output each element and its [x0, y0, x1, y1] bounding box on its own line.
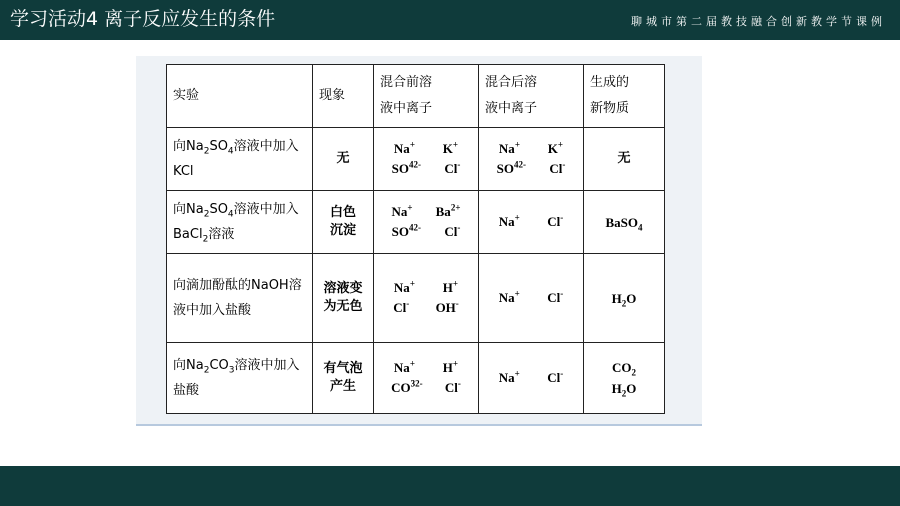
- table-row: [167, 343, 665, 414]
- table-panel: [136, 56, 702, 426]
- experiment-cell: 向$Na_2SO_4$溶液中加入KCl: [167, 128, 313, 191]
- table-row: [167, 128, 665, 191]
- header-before-ions: 混合前溶 液中离子: [374, 65, 479, 128]
- phenomenon-text: 溶液变 为无色: [323, 281, 363, 314]
- ion: $SO^{42-}$: [391, 159, 421, 176]
- ion: H+: [442, 278, 459, 295]
- phenomenon-text: 白色 沉淀: [329, 205, 356, 238]
- ion: $Ba^{2+}$: [435, 202, 461, 219]
- ion: K+: [442, 139, 459, 156]
- ion: Na+: [498, 288, 520, 305]
- after-ions-cell: [479, 254, 584, 343]
- ion: Cl-: [444, 222, 461, 239]
- title-bar: [0, 0, 900, 40]
- ion: Cl-: [444, 378, 461, 395]
- product-cell: $CO_2$ $H_2O$: [584, 343, 665, 414]
- header-after-ions: 混合后溶 液中离子: [479, 65, 584, 128]
- ion: Na+: [393, 139, 415, 156]
- phenomenon-text: 有气泡 产生: [323, 361, 363, 394]
- ion: Cl-: [549, 159, 566, 176]
- ion: Na+: [498, 139, 520, 156]
- header-note: 聊城市第二届教技融合创新教学节课例: [631, 15, 886, 28]
- ion: Cl-: [547, 288, 564, 305]
- table-row: [167, 254, 665, 343]
- phenomenon-cell: 无: [313, 128, 374, 191]
- header-experiment: 实验: [167, 65, 313, 128]
- ion: Cl-: [393, 298, 410, 315]
- ion: $SO^{42-}$: [496, 159, 526, 176]
- slide-title: 学习活动4 离子反应发生的条件: [10, 8, 276, 30]
- ion: Na+: [393, 278, 415, 295]
- table-row: [167, 191, 665, 254]
- ion: OH-: [435, 298, 459, 315]
- ion: Cl-: [547, 212, 564, 229]
- experiment-cell: 向$Na_2CO_3$溶液中加入盐酸: [167, 343, 313, 414]
- ion: Na+: [391, 202, 413, 219]
- header-phenomenon: 现象: [313, 65, 374, 128]
- ion: Na+: [393, 358, 415, 375]
- product-cell: BaSO$_4$: [584, 191, 665, 254]
- after-ions-cell: [479, 191, 584, 254]
- footer-bar: [0, 466, 900, 506]
- before-ions-cell: [374, 191, 479, 254]
- phenomenon-cell: [313, 254, 374, 343]
- after-ions-cell: [479, 343, 584, 414]
- product-cell: $H_2O$: [584, 254, 665, 343]
- experiment-cell: 向滴加酚酞的NaOH溶液中加入盐酸: [167, 254, 313, 343]
- ion: Na+: [498, 368, 520, 385]
- ion: H+: [442, 358, 459, 375]
- experiment-cell: 向$Na_2SO_4$溶液中加入BaCl$_2$溶液: [167, 191, 313, 254]
- ion: Cl-: [444, 159, 461, 176]
- table-header-row: [167, 65, 665, 128]
- after-ions-cell: [479, 128, 584, 191]
- experiment-table: [166, 64, 665, 414]
- phenomenon-cell: [313, 343, 374, 414]
- phenomenon-cell: [313, 191, 374, 254]
- ion: Na+: [498, 212, 520, 229]
- before-ions-cell: [374, 128, 479, 191]
- header-product: 生成的 新物质: [584, 65, 665, 128]
- ion: K+: [547, 139, 564, 156]
- ion: Cl-: [547, 368, 564, 385]
- ion: $CO^{32-}$: [391, 378, 423, 395]
- product-cell: 无: [584, 128, 665, 191]
- before-ions-cell: [374, 254, 479, 343]
- before-ions-cell: [374, 343, 479, 414]
- ion: $SO^{42-}$: [391, 222, 421, 239]
